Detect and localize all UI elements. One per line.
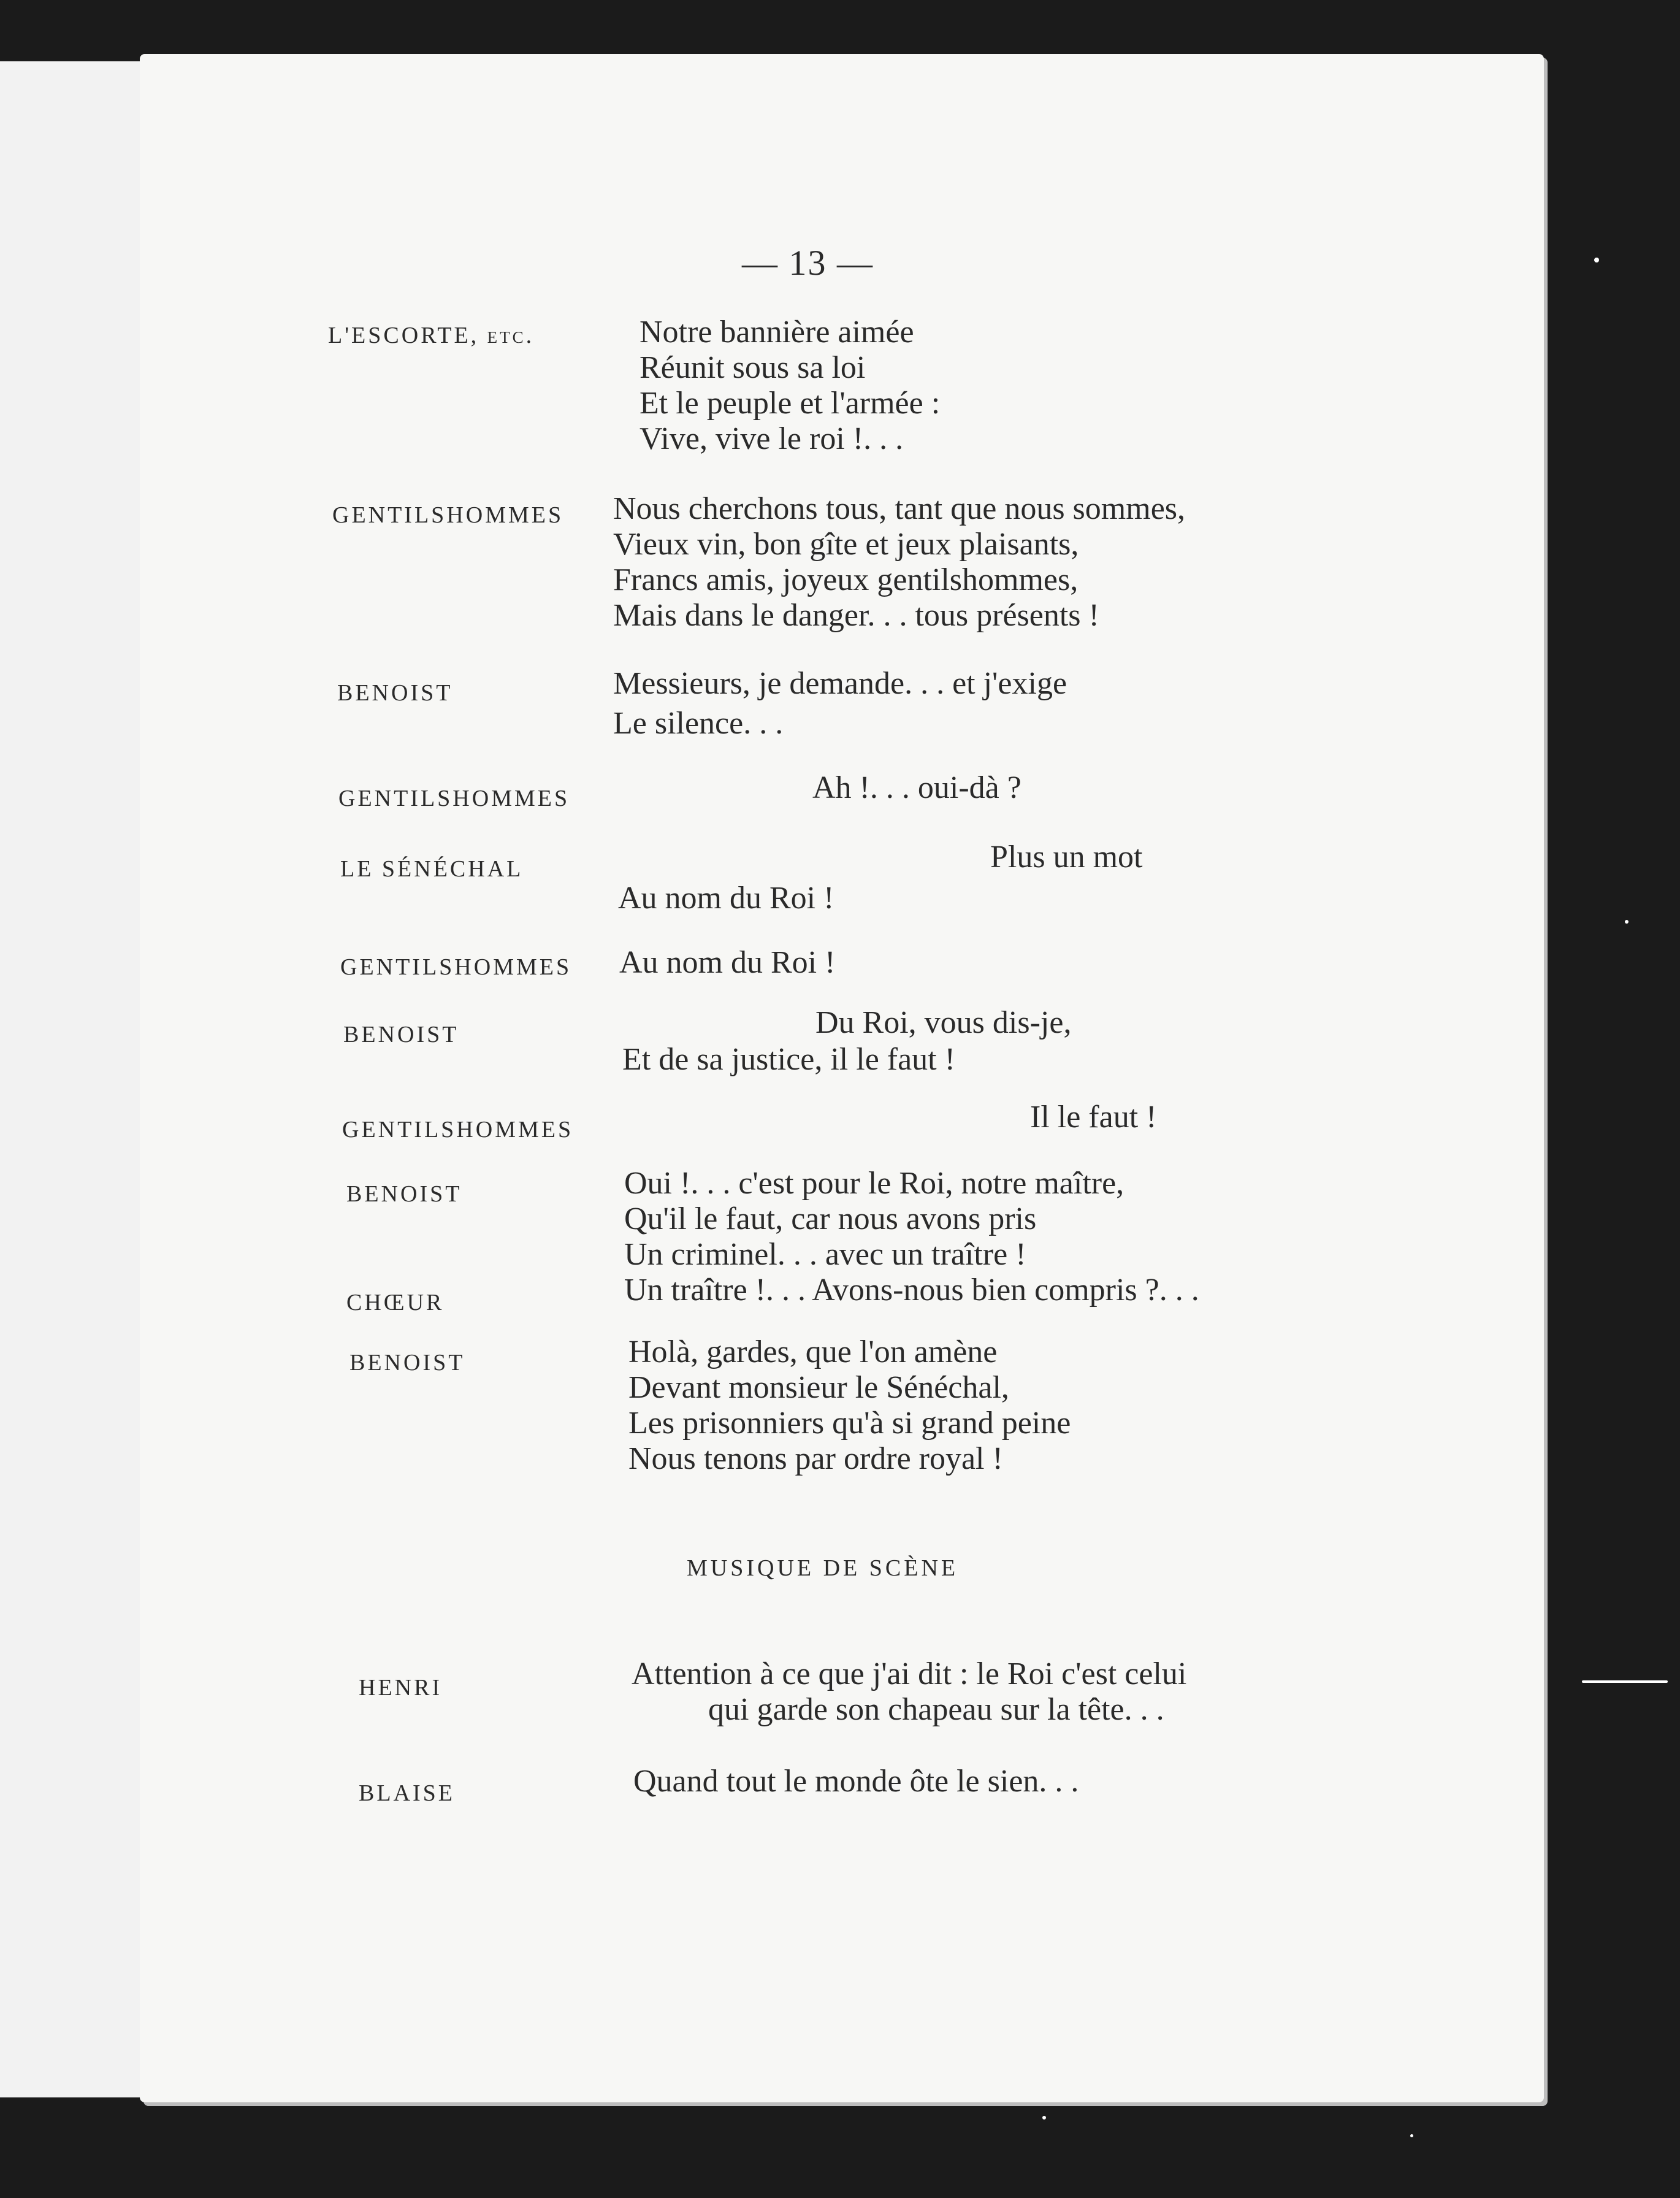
dust-speck bbox=[1625, 920, 1628, 924]
verse-line: Un criminel. . . avec un traître ! bbox=[624, 1237, 1026, 1272]
verse-line: Nous tenons par ordre royal ! bbox=[628, 1441, 1003, 1476]
verse-line: Le silence. . . bbox=[613, 706, 784, 741]
verse-line: Francs amis, joyeux gentilshommes, bbox=[613, 562, 1079, 597]
verse-line: Plus un mot bbox=[990, 840, 1143, 875]
verse-line: Au nom du Roi ! bbox=[619, 945, 836, 980]
speaker-label: BENOIST bbox=[346, 1181, 462, 1207]
prose-line: Quand tout le monde ôte le sien. . . bbox=[633, 1764, 1079, 1799]
verse-line: Vive, vive le roi !. . . bbox=[640, 421, 904, 456]
verse-line: Un traître !. . . Avons-nous bien compris ?. . . bbox=[624, 1273, 1199, 1308]
verse-line: Du Roi, vous dis-je, bbox=[815, 1005, 1072, 1040]
verse-line: Au nom du Roi ! bbox=[618, 881, 834, 916]
speaker-label: CHŒUR bbox=[346, 1290, 445, 1315]
prose-line: qui garde son chapeau sur la tête. . . bbox=[708, 1692, 1164, 1727]
speaker-label: BENOIST bbox=[343, 1022, 459, 1047]
prose-line: Attention à ce que j'ai dit : le Roi c'est celui bbox=[632, 1656, 1187, 1691]
speaker-label: GENTILSHOMMES bbox=[342, 1117, 574, 1143]
verse-line: Vieux vin, bon gîte et jeux plaisants, bbox=[613, 527, 1079, 562]
dust-speck bbox=[1042, 2116, 1046, 2120]
scan-streak bbox=[1582, 1680, 1668, 1683]
speaker-label: GENTILSHOMMES bbox=[332, 502, 564, 528]
verse-line: Devant monsieur le Sénéchal, bbox=[628, 1370, 1009, 1405]
speaker-label: GENTILSHOMMES bbox=[340, 954, 572, 980]
verse-line: Ah !. . . oui-dà ? bbox=[812, 770, 1021, 805]
verse-line: Il le faut ! bbox=[1030, 1100, 1157, 1135]
stage-direction: MUSIQUE DE SCÈNE bbox=[687, 1555, 959, 1581]
verse-line: Réunit sous sa loi bbox=[640, 350, 866, 385]
speaker-label: GENTILSHOMMES bbox=[338, 786, 570, 811]
speaker-label: HENRI bbox=[359, 1675, 443, 1701]
speaker-label: BLAISE bbox=[359, 1780, 455, 1806]
verse-line: Mais dans le danger. . . tous présents ! bbox=[613, 598, 1099, 633]
verse-line: Et le peuple et l'armée : bbox=[640, 386, 941, 421]
facing-page-edge bbox=[0, 61, 149, 2097]
speaker-label: BENOIST bbox=[349, 1350, 465, 1376]
dust-speck bbox=[1410, 2134, 1413, 2137]
verse-line: Qu'il le faut, car nous avons pris bbox=[624, 1201, 1037, 1236]
speaker-label: BENOIST bbox=[337, 680, 453, 706]
verse-line: Et de sa justice, il le faut ! bbox=[622, 1042, 955, 1077]
dust-speck bbox=[1594, 258, 1599, 262]
verse-line: Oui !. . . c'est pour le Roi, notre maître, bbox=[624, 1166, 1124, 1201]
verse-line: Les prisonniers qu'à si grand peine bbox=[628, 1406, 1071, 1441]
verse-line: Nous cherchons tous, tant que nous sommes, bbox=[613, 491, 1186, 526]
speaker-label: L'ESCORTE, etc. bbox=[328, 323, 535, 348]
verse-line: Holà, gardes, que l'on amène bbox=[628, 1334, 998, 1369]
verse-line: Notre bannière aimée bbox=[640, 315, 914, 350]
verse-line: Messieurs, je demande. . . et j'exige bbox=[613, 666, 1067, 701]
page-number: — 13 — bbox=[742, 243, 874, 283]
speaker-label: LE SÉNÉCHAL bbox=[340, 856, 524, 882]
